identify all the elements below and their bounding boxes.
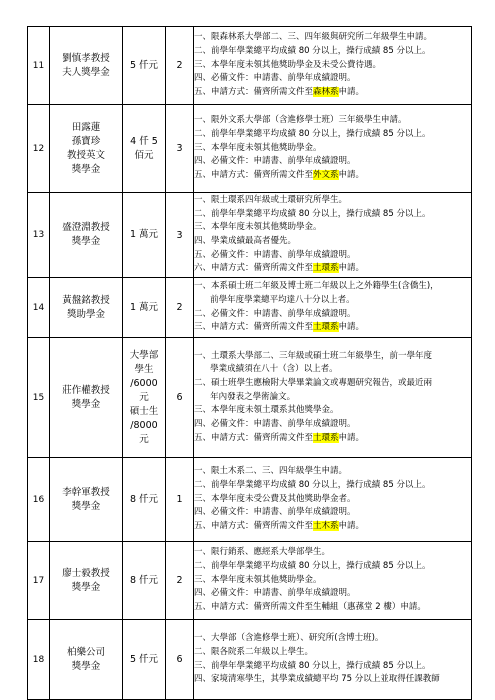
row-number: 12 [28, 105, 50, 193]
scholarship-name-line: 獎學金 [71, 398, 101, 410]
condition-line [194, 432, 471, 446]
scholarship-name [50, 193, 123, 278]
scholarship-name-line: 盛澄淵教授 [62, 222, 110, 233]
condition-line: 五、必備文件：申請書、前學年成績證明。 [194, 249, 356, 260]
scholarship-amount-line: /8000 [130, 419, 158, 431]
scholarship-amount-line: 1 萬元 [129, 229, 159, 240]
condition-line: 一、土環系大學部二、三年級或碩士班二年級學生，前一學年度 [194, 350, 433, 361]
row-number: 15 [28, 338, 50, 458]
scholarship-name-line: 獎學金 [71, 660, 101, 672]
condition-text: 申請。 [338, 521, 365, 532]
highlighted-department: 土環系 [313, 432, 339, 443]
scholarship-quota: 2 [166, 278, 194, 338]
condition-line: 四、必備文件：申請書、前學年成績證明。 [194, 73, 356, 84]
table-row [28, 278, 472, 338]
table-row [28, 27, 472, 105]
scholarship-name-line: 莊作權教授 [62, 384, 110, 396]
condition-line: 三、本學年度未領其他獎助學金。 [194, 222, 322, 233]
scholarship-amount-line: 4 仟 5 [130, 135, 158, 147]
table-row [28, 458, 472, 542]
scholarship-quota: 1 [166, 458, 194, 542]
scholarship-name-line: 劉慎孝教授 [62, 52, 110, 64]
scholarship-name-line: 獎學金 [71, 236, 101, 247]
scholarship-amount [123, 620, 166, 700]
condition-line: 四、必備文件：申請書、前學年成績證明。 [194, 156, 356, 167]
highlighted-department: 森林系 [313, 87, 339, 98]
table-row [28, 542, 472, 620]
scholarship-name [50, 620, 123, 700]
scholarship-amount-line: 碩士生 [129, 405, 159, 417]
condition-line [194, 520, 471, 534]
scholarship-quota: 2 [166, 542, 194, 620]
condition-text: 三、申請方式：備齊所需文件至 [194, 322, 314, 333]
row-number: 16 [28, 458, 50, 542]
condition-line: 一、本系碩士班二年級及博士班二年級以上之外籍學生(含僑生)， [194, 281, 439, 292]
scholarship-name [50, 338, 123, 458]
condition-line: 學業成績須在八十（含）以上者。 [210, 364, 338, 375]
scholarship-name [50, 27, 123, 105]
scholarship-amount [123, 193, 166, 278]
scholarship-name [50, 458, 123, 542]
scholarship-name-line: 廖士毅教授 [62, 567, 110, 579]
condition-text: 申請。 [338, 432, 365, 443]
scholarship-name-line: 獎學金 [71, 581, 101, 593]
scholarship-name-line: 孫寶珍 [71, 135, 101, 147]
table-row [28, 105, 472, 193]
table-row [28, 338, 472, 458]
condition-text: 五、申請方式：備齊所需文件至 [194, 170, 314, 181]
condition-text: 六、申請方式：備齊所需文件至 [194, 263, 314, 274]
scholarship-amount-line: 8 仟元 [129, 574, 159, 586]
condition-line: 三、本學年度未受公費及其他獎助學金者。 [194, 493, 356, 504]
scholarship-conditions [194, 542, 472, 620]
condition-line: 二、限各院系二年級以上學生。 [194, 646, 314, 657]
scholarship-name-line: 田露蓮 [71, 121, 101, 133]
table-row [28, 620, 472, 700]
row-number: 13 [28, 193, 50, 278]
scholarship-amount [123, 542, 166, 620]
scholarship-name [50, 105, 123, 193]
scholarship-amount [123, 27, 166, 105]
condition-line: 二、碩士班學生應檢附大學畢業論文或專題研究報告，或最近兩 [194, 377, 433, 388]
scholarship-name-line: 李幹軍教授 [62, 486, 110, 498]
condition-line: 三、本學年度未領土環系其他獎學金。 [194, 405, 339, 416]
table-row [28, 193, 472, 278]
scholarship-name-line: 教授英文 [66, 149, 105, 161]
condition-text: 申請。 [338, 170, 365, 181]
condition-line: 二、前學年學業總平均成績 80 分以上，操行成績 85 分以上。 [194, 128, 431, 139]
row-number: 14 [28, 278, 50, 338]
scholarship-name-line: 獎助學金 [66, 308, 105, 320]
scholarship-amount-line: 元 [139, 433, 149, 445]
scholarship-table [27, 26, 472, 700]
condition-line [194, 169, 471, 183]
scholarship-quota: 2 [166, 27, 194, 105]
highlighted-department: 土木系 [313, 521, 339, 532]
scholarship-amount [123, 278, 166, 338]
scholarship-conditions [194, 278, 472, 338]
row-number: 11 [28, 27, 50, 105]
condition-line: 一、限森林系大學部二、三、四年級與研究所二年級學生申請。 [194, 32, 433, 43]
scholarship-name-line: 獎學金 [71, 500, 101, 512]
condition-line [194, 86, 471, 100]
condition-text: 五、申請方式：備齊所需文件至 [194, 87, 314, 98]
condition-line: 一、限行銷系、應經系大學部學生。 [194, 547, 331, 558]
condition-line: 四、必備文件：申請書、前學年成績證明。 [194, 419, 356, 430]
condition-line: 三、本學年度未領其他獎助學金及未受公費待遇。 [194, 59, 382, 70]
scholarship-conditions [194, 27, 472, 105]
highlighted-department: 土環系 [313, 322, 339, 333]
scholarship-amount-line: 5 仟元 [129, 653, 159, 665]
highlighted-department: 土環系 [313, 263, 339, 274]
row-number: 18 [28, 620, 50, 700]
scholarship-name-line: 獎學金 [71, 163, 101, 175]
condition-line [194, 262, 471, 276]
scholarship-conditions [194, 620, 472, 700]
scholarship-conditions [194, 105, 472, 193]
scholarship-amount-line: 1 萬元 [129, 301, 159, 313]
highlighted-department: 外文系 [313, 170, 339, 181]
condition-line: 四、家境清寒學生，其學業成績總平均 75 分以上並取得任課教師 [194, 674, 440, 685]
scholarship-quota: 3 [166, 193, 194, 278]
condition-line: 一、限外文系大學部（含進修學士班）三年級學生申請。 [194, 115, 407, 126]
condition-line: 四、學業成績最高者優先。 [194, 236, 297, 246]
condition-line [194, 321, 471, 335]
condition-line: 四、必備文件：申請書、前學年成績證明。 [194, 507, 356, 518]
scholarship-conditions [194, 193, 472, 278]
condition-text: 申請。 [338, 263, 365, 274]
condition-line: 二、前學年學業總平均成績 80 分以上，操行成績 85 分以上。 [194, 560, 431, 571]
scholarship-amount-line: 學生 [134, 363, 154, 375]
scholarship-table-body [28, 27, 472, 700]
scholarship-amount [123, 458, 166, 542]
condition-line: 二、必備文件：申請書、前學年成績證明。 [194, 308, 356, 319]
condition-line: 二、前學年學業總平均成績 80 分以上，操行成績 85 分以上。 [194, 208, 431, 219]
condition-text: 五、申請方式：備齊所需文件至 [194, 521, 314, 532]
condition-text: 申請。 [338, 322, 365, 333]
scholarship-amount-line: 5 仟元 [129, 59, 159, 71]
condition-text: 申請。 [338, 87, 365, 98]
scholarship-name-line: 柏樂公司 [66, 646, 105, 658]
condition-line: 一、限土木系二、三、四年級學生申請。 [194, 466, 348, 477]
scholarship-quota: 3 [166, 105, 194, 193]
scholarship-amount-line: 佰元 [134, 149, 154, 161]
scholarship-conditions [194, 458, 472, 542]
condition-line: 一、限土環系四年級或土環研究所學生。 [194, 194, 348, 205]
condition-line: 年內發表之學術論文。 [210, 391, 296, 402]
condition-line: 前學年度學業總平均達八十分以上者。 [210, 294, 355, 305]
condition-line: 三、本學年度未領其他獎助學金。 [194, 574, 322, 585]
scholarship-conditions [194, 338, 472, 458]
scholarship-name [50, 542, 123, 620]
scholarship-amount-line: 大學部 [129, 349, 159, 361]
condition-text: 五、申請方式：備齊所需文件至 [194, 432, 314, 443]
scholarship-quota: 6 [166, 620, 194, 700]
row-number: 17 [28, 542, 50, 620]
condition-line: 二、前學年學業總平均成績 80 分以上，操行成績 85 分以上。 [194, 45, 431, 56]
condition-line: 三、前學年學業總平均成績 80 分以上，操行成績 85 分以上。 [194, 660, 431, 671]
scholarship-amount [123, 105, 166, 193]
scholarship-amount [123, 338, 166, 458]
scholarship-name [50, 278, 123, 338]
condition-line: 五、申請方式：備齊所需文件至生輔組（惠蓀堂 2 樓）申請。 [194, 602, 426, 613]
scholarship-quota: 6 [166, 338, 194, 458]
scholarship-name-line: 夫人獎學金 [62, 66, 110, 78]
scholarship-amount-line: 元 [139, 391, 149, 403]
condition-line: 四、必備文件：申請書、前學年成績證明。 [194, 588, 356, 599]
condition-line: 一、大學部（含進修學士班）、研究所(含博士班)。 [194, 633, 384, 644]
condition-line: 三、本學年度未領其他獎助學金。 [194, 142, 322, 153]
scholarship-name-line: 黃盤銘教授 [62, 294, 110, 306]
scholarship-amount-line: 8 仟元 [129, 493, 159, 505]
scholarship-amount-line: /6000 [130, 377, 158, 389]
condition-line: 二、前學年學業總平均成績 80 分以上，操行成績 85 分以上。 [194, 479, 431, 490]
